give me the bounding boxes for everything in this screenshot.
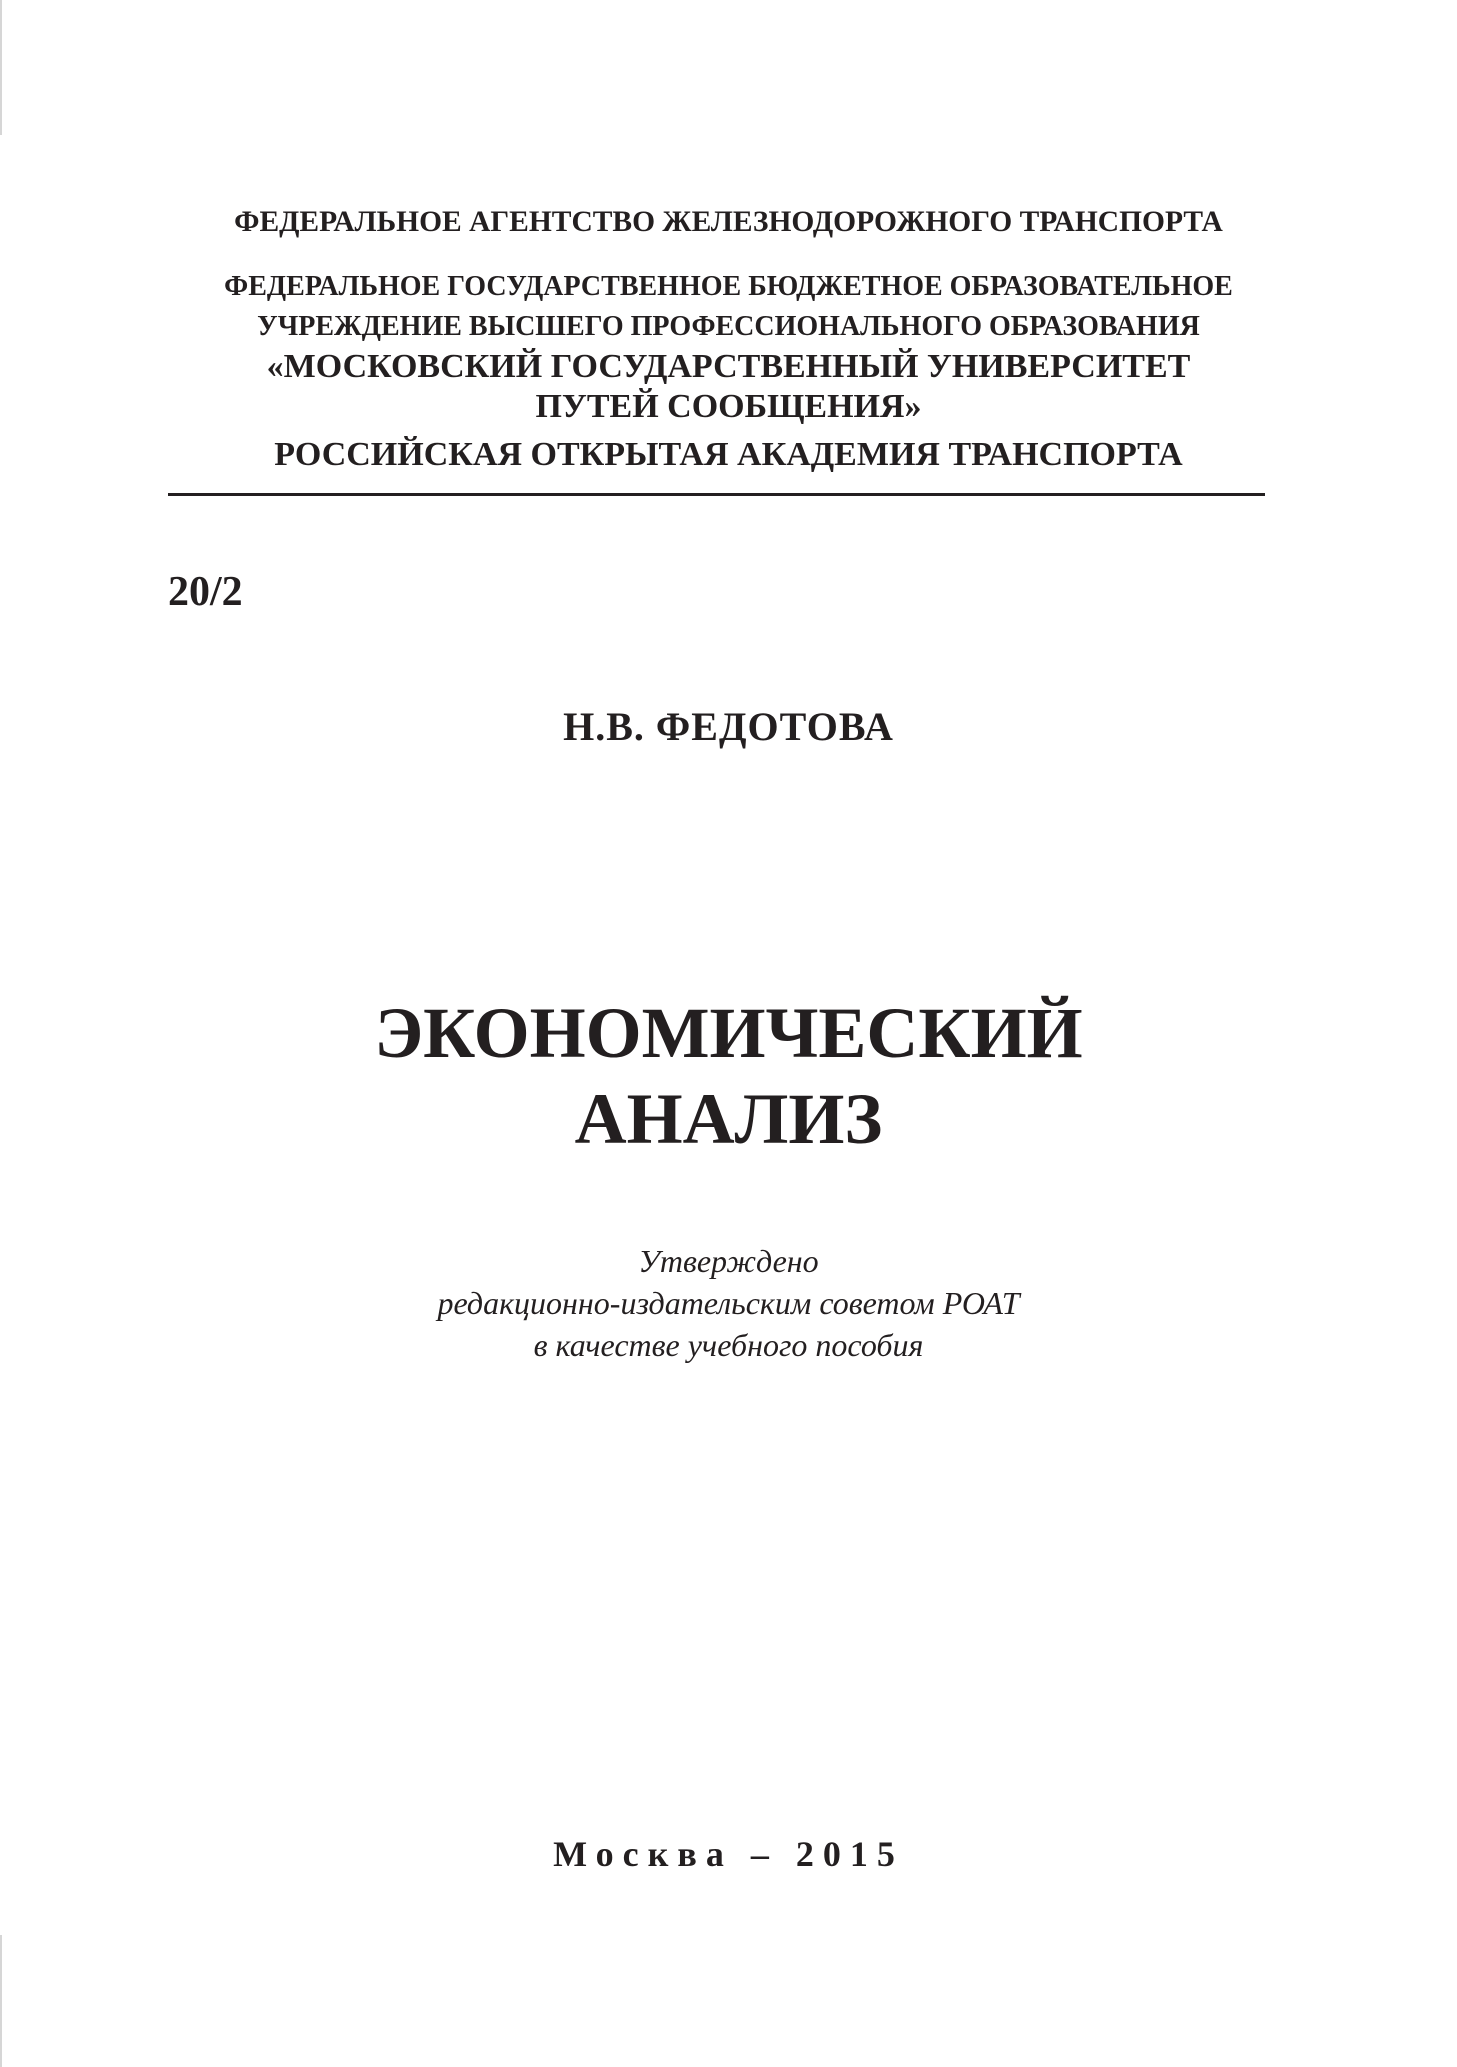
page-edge-mark-top xyxy=(0,0,2,135)
header-divider xyxy=(168,493,1265,496)
imprint-city-year: Москва – 2015 xyxy=(553,1834,904,1874)
approval-line-2: редакционно-издательским советом РОАТ xyxy=(437,1285,1020,1321)
institution-line-1: ФЕДЕРАЛЬНОЕ ГОСУДАРСТВЕННОЕ БЮДЖЕТНОЕ ОБРАЗОВАТЕЛЬНОЕ xyxy=(224,271,1233,302)
approval-note xyxy=(0,1240,1457,1366)
institution-line-3: «МОСКОВСКИЙ ГОСУДАРСТВЕННЫЙ УНИВЕРСИТЕТ xyxy=(266,348,1191,385)
institution-spacer xyxy=(0,427,1457,435)
approval-line-3: в качестве учебного пособия xyxy=(533,1327,924,1363)
institution-block xyxy=(0,267,1457,475)
book-title xyxy=(0,990,1457,1162)
agency-name: ФЕДЕРАЛЬНОЕ АГЕНТСТВО ЖЕЛЕЗНОДОРОЖНОГО ТРАНСПОРТА xyxy=(234,206,1223,238)
institution-line-2: УЧРЕЖДЕНИЕ ВЫСШЕГО ПРОФЕССИОНАЛЬНОГО ОБРАЗОВАНИЯ xyxy=(257,311,1200,342)
series-number: 20/2 xyxy=(168,569,243,615)
book-title-line-2: АНАЛИЗ xyxy=(574,1079,883,1159)
institution-line-5: РОССИЙСКАЯ ОТКРЫТАЯ АКАДЕМИЯ ТРАНСПОРТА xyxy=(274,436,1183,473)
institution-line-4: ПУТЕЙ СООБЩЕНИЯ» xyxy=(535,388,922,425)
author-name: Н.В. ФЕДОТОВА xyxy=(563,704,894,749)
page-edge-mark-bottom xyxy=(0,1935,2,2067)
book-title-line-1: ЭКОНОМИЧЕСКИЙ xyxy=(374,993,1083,1073)
approval-line-1: Утверждено xyxy=(638,1243,819,1279)
